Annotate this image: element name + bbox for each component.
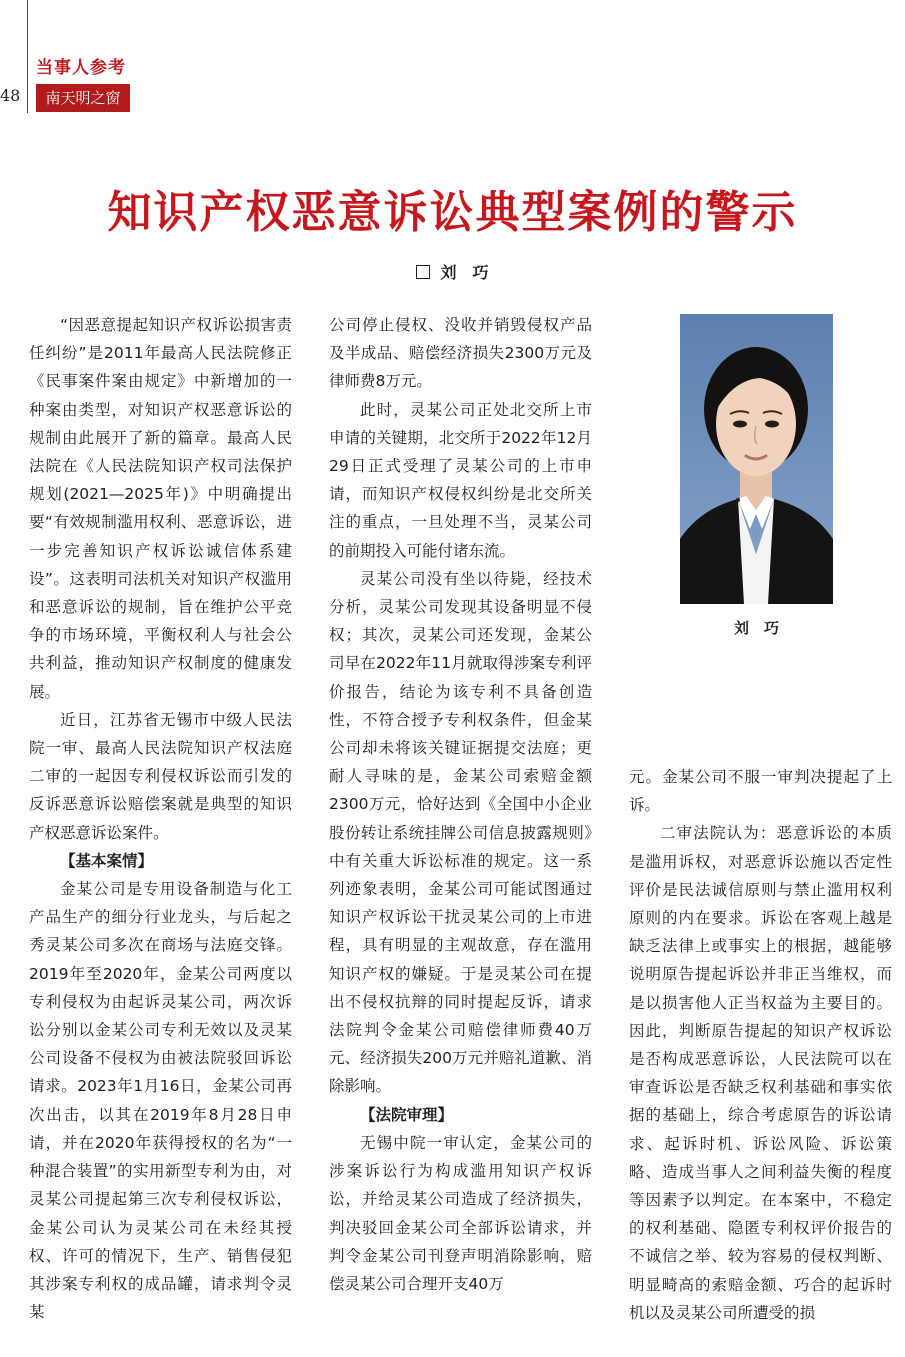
- paragraph: 金某公司是专用设备制造与化工产品生产的细分行业龙头，与后起之秀灵某公司多次在商场与法庭交锋。2019年至2020年，金某公司两度以专利侵权为由起诉灵某公司，两次诉讼分别以金某公司专利无效以及灵某公司设备不侵权为由被法院驳回诉讼请求。2023年1月16日，金某公司再次出击，以其在2019年8月28日申请，并在2020年获得授权的名为“一种混合装置”的实用新型专利为由，对灵某公司提起第三次专利侵权诉讼，金某公司认为灵某公司在未经其授权、许可的情况下，生产、销售侵犯其涉案专利权的成品罐，请求判令灵某: [29, 880, 292, 1322]
- section-heading: 【法院审理】: [360, 1105, 454, 1124]
- paragraph: 无锡中院一审认定，金某公司的涉案诉讼行为构成滥用知识产权诉讼，并给灵某公司造成了经济损失，判决驳回金某公司全部诉讼请求，并判令金某公司刊登声明消除影响，赔偿灵某公司合理开支40万: [329, 1133, 592, 1293]
- section-label: 当事人参考: [36, 58, 126, 78]
- column-1: [29, 311, 292, 1326]
- paragraph: 此时，灵某公司正处北交所上市申请的关键期，北交所于2022年12月29日正式受理了灵某公司的上市申请，而知识产权侵权纠纷是北交所关注的重点，一旦处理不当，灵某公司的前期投入可能付诸东流。: [329, 400, 592, 560]
- paragraph: 灵某公司没有坐以待毙，经技术分析，灵某公司发现其设备明显不侵权；其次，灵某公司还发现，金某公司早在2022年11月就取得涉案专利评价报告，结论为该专利不具备创造性，不符合授予专利权条件，但金某公司却未将该关键证据提交法庭；更耐人寻味的是，金某公司索赔金额2300万元，恰好达到《全国中小企业股份转让系统挂牌公司信息披露规则》中有关重大诉讼标准的规定。这一系列迹象表明，金某公司可能试图通过知识产权诉讼干扰灵某公司的上市进程，具有明显的主观故意，存在滥用知识产权的嫌疑。于是灵某公司在提出不侵权抗辩的同时提起反诉，请求法院判令金某公司赔偿律师费40万元、经济损失200万元并赔礼道歉、消除影响。: [329, 569, 592, 1096]
- byline-box-icon: [416, 265, 430, 279]
- author-photo: [680, 314, 833, 604]
- page-number: 48: [0, 86, 21, 105]
- paragraph: 公司停止侵权、没收并销毁侵权产品及半成品、赔偿经济损失2300万元及律师费8万元。: [329, 316, 592, 391]
- column-name-badge: 南天明之窗: [36, 84, 130, 112]
- column-2: [329, 311, 592, 1298]
- paragraph: 近日，江苏省无锡市中级人民法院一审、最高人民法院知识产权法庭二审的一起因专利侵权诉讼而引发的反诉恶意诉讼赔偿案就是典型的知识产权恶意诉讼案件。: [29, 710, 292, 842]
- photo-caption: 刘 巧: [733, 619, 779, 637]
- section-heading: 【基本案情】: [60, 851, 154, 870]
- paragraph: 元。金某公司不服一审判决提起了上诉。: [629, 768, 892, 815]
- article-title: 知识产权恶意诉讼典型案例的警示: [107, 187, 798, 238]
- byline: [0, 260, 905, 283]
- header-rule: [27, 0, 28, 113]
- paragraph: 二审法院认为：恶意诉讼的本质是滥用诉权，对恶意诉讼施以否定性评价是民法诚信原则与禁止滥用权利原则的内在要求。诉讼在客观上越是缺乏法律上或事实上的根据，越能够说明原告提起诉讼并非正当维权，而是以损害他人正当权益为主要目的。因此，判断原告提起的知识产权诉讼是否构成恶意诉讼，人民法院可以在审查诉讼是否缺乏权利基础和事实依据的基础上，综合考虑原告的诉讼请求、起诉时机、诉讼风险、诉讼策略、造成当事人之间利益失衡的程度等因素予以判定。在本案中，不稳定的权利基础、隐匿专利权评价报告的不诚信之举、较为容易的侵权判断、明显畸高的索赔金额、巧合的起诉时机以及灵某公司所遭受的损: [629, 824, 892, 1322]
- author-name: 刘 巧: [440, 263, 489, 282]
- paragraph: “因恶意提起知识产权诉讼损害责任纠纷”是2011年最高人民法院修正《民事案件案由规定》中新增加的一种案由类型，对知识产权恶意诉讼的规制由此展开了新的篇章。最高人民法院在《人民法院知识产权司法保护规划(2021—2025年)》中明确提出要“有效规制滥用权利、恶意诉讼，进一步完善知识产权诉讼诚信体系建设”。这表明司法机关对知识产权滥用和恶意诉讼的规制，旨在维护公平竞争的市场环境，平衡权利人与社会公共利益，推动知识产权制度的健康发展。: [29, 316, 292, 701]
- column-3: [629, 763, 892, 1327]
